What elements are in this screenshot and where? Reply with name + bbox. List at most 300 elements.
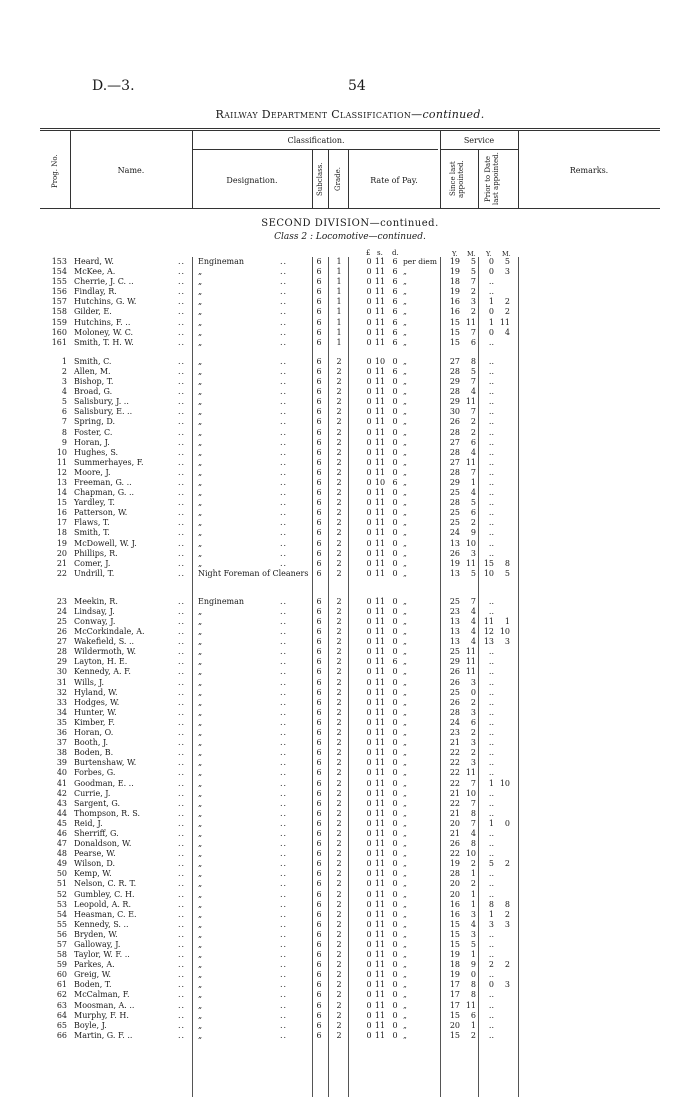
pay-pence: 0 [392, 879, 398, 889]
service-since-months: 7 [470, 467, 476, 477]
prog-no: 10 [56, 447, 67, 457]
pay-shillings: 11 [374, 980, 386, 990]
pay-pence: 6 [392, 267, 398, 277]
table-row [0, 417, 700, 427]
service-prior-years: .. [488, 277, 494, 287]
leader-dots: .. [178, 657, 186, 667]
pay-period: „ [403, 606, 407, 616]
pay-shillings: 11 [374, 899, 386, 909]
prog-no: 64 [56, 1010, 67, 1020]
designation: „ [198, 606, 203, 616]
service-prior-years: .. [488, 508, 494, 518]
service-prior-years: .. [488, 667, 494, 677]
designation: „ [198, 667, 203, 677]
grade: 2 [336, 1010, 342, 1020]
pay-pounds: 0 [366, 397, 372, 407]
grade: 2 [336, 558, 342, 568]
service-prior-years: .. [488, 397, 494, 407]
designation: „ [198, 788, 203, 798]
employee-name: Smith, T. [74, 528, 110, 538]
subclass: 6 [316, 1030, 322, 1040]
leader-dots: .. [280, 1010, 288, 1020]
grade: 2 [336, 1000, 342, 1010]
subclass: 6 [316, 768, 322, 778]
document-reference: D.—3. [92, 78, 135, 94]
pay-shillings: 11 [374, 508, 386, 518]
pay-shillings: 11 [374, 317, 386, 327]
table-row [0, 328, 700, 338]
service-since-months: 11 [465, 317, 476, 327]
leader-dots: .. [178, 387, 186, 397]
table-row [0, 569, 700, 588]
pay-pounds: 0 [366, 606, 372, 616]
pay-pounds: 0 [366, 277, 372, 287]
leader-dots: .. [280, 596, 288, 606]
service-since-months: 8 [470, 990, 476, 1000]
pay-pence: 6 [392, 477, 398, 487]
service-since-months: 2 [470, 307, 476, 317]
service-since-years: 19 [449, 859, 460, 869]
designation: „ [198, 627, 203, 637]
table-row [0, 377, 700, 387]
service-since-months: 11 [465, 667, 476, 677]
grade: 2 [336, 960, 342, 970]
service-prior-years: 15 [483, 558, 494, 568]
service-since-years: 27 [449, 457, 460, 467]
pay-pounds: 0 [366, 728, 372, 738]
pay-pounds: 0 [366, 1010, 372, 1020]
employee-name: Taylor, W. F. .. [74, 950, 130, 960]
prog-no: 3 [61, 377, 67, 387]
table-row [0, 950, 700, 960]
grade: 2 [336, 617, 342, 626]
service-since-months: 2 [470, 748, 476, 758]
grade: 2 [336, 738, 342, 748]
subclass: 6 [316, 940, 322, 949]
pay-period: „ [403, 798, 407, 808]
table-row [0, 318, 700, 328]
pay-pence: 0 [392, 919, 398, 929]
employee-name: Cherrie, J. C. .. [74, 277, 134, 287]
employee-name: Findlay, R. [74, 287, 117, 297]
designation: „ [198, 929, 203, 939]
pay-pounds: 0 [366, 940, 372, 949]
prog-no: 55 [56, 919, 67, 929]
pay-pounds: 0 [366, 647, 372, 657]
grade: 2 [336, 717, 342, 727]
service-prior-years: .. [488, 538, 494, 548]
table-row [0, 809, 700, 819]
pay-period: „ [403, 596, 407, 606]
designation: „ [198, 950, 203, 960]
service-prior-years: .. [488, 457, 494, 467]
pay-pence: 0 [392, 728, 398, 738]
table-row [0, 900, 700, 910]
title-main: Railway Department Classification [215, 108, 412, 121]
service-since-years: 25 [449, 596, 460, 606]
table-row [0, 990, 700, 1000]
designation: „ [198, 990, 203, 1000]
pay-shillings: 11 [374, 808, 386, 818]
pay-pence: 0 [392, 558, 398, 568]
subclass: 6 [316, 869, 322, 879]
pay-pounds: 0 [366, 528, 372, 538]
service-prior-years: 1 [488, 818, 494, 828]
employee-name: Spring, D. [74, 417, 116, 427]
subclass: 6 [316, 317, 322, 327]
leader-dots: .. [178, 417, 186, 427]
designation: „ [198, 297, 203, 307]
designation: „ [198, 960, 203, 970]
service-since-months: 9 [470, 528, 476, 538]
pay-pence: 0 [392, 859, 398, 869]
pay-shillings: 11 [374, 528, 386, 538]
service-since-years: 20 [449, 1020, 460, 1030]
leader-dots: .. [178, 808, 186, 818]
service-since-months: 2 [470, 518, 476, 528]
pay-shillings: 11 [374, 277, 386, 287]
prog-no: 40 [56, 768, 67, 778]
header-rule-top [40, 128, 660, 129]
table-row [0, 478, 700, 488]
table-row [0, 1021, 700, 1031]
leader-dots: .. [178, 637, 186, 647]
employee-name: McCalman, F. [74, 990, 130, 1000]
service-since-years: 16 [449, 297, 460, 307]
pay-period: „ [403, 859, 407, 869]
pay-period: „ [403, 778, 407, 788]
employee-name: Moore, J. [74, 467, 111, 477]
pay-pence: 6 [392, 327, 398, 337]
leader-dots: .. [178, 687, 186, 697]
subclass: 6 [316, 437, 322, 447]
subclass: 6 [316, 697, 322, 707]
service-since-years: 29 [449, 477, 460, 487]
leader-dots: .. [280, 488, 288, 498]
pay-pounds: 0 [366, 267, 372, 277]
grade: 2 [336, 808, 342, 818]
designation: „ [198, 417, 203, 427]
leader-dots: .. [178, 849, 186, 859]
service-prior-years: .. [488, 1030, 494, 1040]
subclass: 6 [316, 447, 322, 457]
service-prior-years: .. [488, 1020, 494, 1030]
pay-pounds: 0 [366, 366, 372, 376]
employee-name: Salisbury, E. .. [74, 407, 133, 417]
prog-no: 39 [56, 758, 67, 768]
employee-name: Kennedy, S. .. [74, 919, 129, 929]
leader-dots: .. [178, 297, 186, 307]
unit-months-since: M. [467, 250, 476, 258]
leader-dots: .. [178, 717, 186, 727]
grade: 2 [336, 889, 342, 899]
pay-shillings: 11 [374, 849, 386, 859]
subclass: 6 [316, 828, 322, 838]
service-prior-months: 10 [499, 778, 510, 788]
pay-period: „ [403, 407, 407, 417]
leader-dots: .. [280, 528, 288, 538]
grade: 2 [336, 538, 342, 548]
leader-dots: .. [280, 637, 288, 647]
unit-pound: £ [366, 249, 371, 257]
subclass: 6 [316, 558, 322, 568]
service-since-months: 11 [465, 457, 476, 467]
designation: „ [198, 407, 203, 417]
leader-dots: .. [280, 548, 288, 558]
grade: 2 [336, 377, 342, 387]
pay-period: „ [403, 1010, 407, 1020]
service-prior-years: 13 [483, 637, 494, 647]
service-since-years: 27 [449, 356, 460, 366]
service-since-months: 11 [465, 558, 476, 568]
service-since-years: 13 [449, 538, 460, 548]
pay-shillings: 10 [374, 477, 386, 487]
pay-pounds: 0 [366, 457, 372, 467]
pay-period: „ [403, 528, 407, 538]
grade: 2 [336, 940, 342, 949]
service-prior-years: .. [488, 697, 494, 707]
grade: 1 [336, 257, 342, 266]
leader-dots: .. [280, 317, 288, 327]
subclass: 6 [316, 980, 322, 990]
designation: „ [198, 647, 203, 657]
prog-no: 44 [56, 808, 67, 818]
leader-dots: .. [280, 657, 288, 667]
table-row [0, 257, 700, 267]
leader-dots: .. [178, 798, 186, 808]
employee-name: Parkes, A. [74, 960, 115, 970]
leader-dots: .. [178, 879, 186, 889]
table-row [0, 627, 700, 637]
pay-pounds: 0 [366, 990, 372, 1000]
pay-shillings: 11 [374, 778, 386, 788]
pay-period: „ [403, 677, 407, 687]
pay-pence: 0 [392, 538, 398, 548]
leader-dots: .. [280, 677, 288, 687]
pay-period: „ [403, 387, 407, 397]
table-row [0, 789, 700, 799]
employee-name: Leopold, A. R. [74, 899, 131, 909]
designation: „ [198, 899, 203, 909]
service-since-years: 16 [449, 909, 460, 919]
pay-period: „ [403, 397, 407, 407]
pay-pence: 0 [392, 778, 398, 788]
prog-no: 28 [56, 647, 67, 657]
leader-dots: .. [280, 940, 288, 949]
pay-period: „ [403, 707, 407, 717]
service-prior-years: .. [488, 728, 494, 738]
service-since-months: 5 [470, 498, 476, 508]
pay-pounds: 0 [366, 869, 372, 879]
service-since-months: 4 [470, 828, 476, 838]
prog-no: 60 [56, 970, 67, 980]
prog-no: 160 [51, 327, 67, 337]
pay-period: „ [403, 940, 407, 949]
employee-name: Phillips, R. [74, 548, 118, 558]
leader-dots: .. [280, 467, 288, 477]
col-rate-of-pay: Rate of Pay. [370, 176, 418, 185]
leader-dots: .. [178, 909, 186, 919]
leader-dots: .. [178, 839, 186, 849]
grade: 2 [336, 647, 342, 657]
leader-dots: .. [178, 950, 186, 960]
service-since-years: 22 [449, 758, 460, 768]
grade: 2 [336, 899, 342, 909]
subclass: 6 [316, 488, 322, 498]
service-since-years: 20 [449, 889, 460, 899]
leader-dots: .. [178, 377, 186, 387]
pay-pence: 0 [392, 849, 398, 859]
service-since-months: 7 [470, 818, 476, 828]
pay-pounds: 0 [366, 889, 372, 899]
designation: „ [198, 366, 203, 376]
service-since-months: 2 [470, 417, 476, 427]
pay-pounds: 0 [366, 980, 372, 990]
employee-name: Bryden, W. [74, 929, 118, 939]
leader-dots: .. [280, 337, 288, 347]
pay-pence: 6 [392, 366, 398, 376]
table-row [0, 597, 700, 607]
pay-period: „ [403, 849, 407, 859]
leader-dots: .. [280, 768, 288, 778]
pay-pence: 0 [392, 808, 398, 818]
pay-pounds: 0 [366, 960, 372, 970]
pay-pounds: 0 [366, 356, 372, 366]
prog-no: 41 [56, 778, 67, 788]
prog-no: 52 [56, 889, 67, 899]
service-since-years: 26 [449, 697, 460, 707]
employee-name: Wills, J. [74, 677, 105, 687]
leader-dots: .. [280, 687, 288, 697]
leader-dots: .. [280, 859, 288, 869]
employee-name: Smith, T. H. W. [74, 337, 134, 347]
grade: 2 [336, 518, 342, 528]
table-row [0, 407, 700, 417]
pay-period: „ [403, 1020, 407, 1030]
pay-pounds: 0 [366, 257, 372, 266]
pay-shillings: 11 [374, 377, 386, 387]
subclass: 6 [316, 818, 322, 828]
table-row [0, 528, 700, 538]
designation: „ [198, 356, 203, 366]
leader-dots: .. [280, 407, 288, 417]
service-since-months: 9 [470, 960, 476, 970]
pay-pounds: 0 [366, 548, 372, 558]
pay-pounds: 0 [366, 417, 372, 427]
pay-shillings: 11 [374, 337, 386, 347]
service-since-years: 20 [449, 818, 460, 828]
pay-pence: 6 [392, 307, 398, 317]
division-heading: SECOND DIVISION—continued. [261, 218, 439, 229]
designation: „ [198, 889, 203, 899]
pay-shillings: 11 [374, 990, 386, 1000]
pay-period: „ [403, 929, 407, 939]
employee-name: Smith, C. [74, 356, 112, 366]
subclass: 6 [316, 407, 322, 417]
designation: „ [198, 1000, 203, 1010]
group-spacer [0, 588, 700, 597]
table-row [0, 387, 700, 397]
leader-dots: .. [178, 397, 186, 407]
employee-name: Wildermoth, W. [74, 647, 137, 657]
pay-period: „ [403, 317, 407, 327]
leader-dots: .. [280, 738, 288, 748]
pay-pounds: 0 [366, 919, 372, 929]
pay-shillings: 11 [374, 457, 386, 467]
service-prior-years: 1 [488, 909, 494, 919]
grade: 1 [336, 297, 342, 307]
table-row [0, 559, 700, 569]
pay-pence: 0 [392, 606, 398, 616]
designation: „ [198, 869, 203, 879]
leader-dots: .. [178, 287, 186, 297]
leader-dots: .. [178, 606, 186, 616]
pay-pence: 0 [392, 1010, 398, 1020]
leader-dots: .. [178, 1000, 186, 1010]
pay-period: „ [403, 909, 407, 919]
prog-no: 33 [56, 697, 67, 707]
leader-dots: .. [178, 1010, 186, 1020]
col-remarks: Remarks. [569, 166, 609, 175]
pay-shillings: 11 [374, 728, 386, 738]
pay-shillings: 11 [374, 667, 386, 677]
service-since-years: 22 [449, 798, 460, 808]
service-since-months: 11 [465, 657, 476, 667]
service-since-months: 3 [470, 738, 476, 748]
leader-dots: .. [178, 738, 186, 748]
service-prior-years: 3 [488, 919, 494, 929]
pay-period: „ [403, 738, 407, 748]
pay-pounds: 0 [366, 738, 372, 748]
designation: „ [198, 808, 203, 818]
designation: „ [198, 477, 203, 487]
service-since-months: 6 [470, 337, 476, 347]
employee-name: Burtenshaw, W. [74, 758, 137, 768]
pay-pounds: 0 [366, 677, 372, 687]
grade: 2 [336, 548, 342, 558]
subclass: 6 [316, 1020, 322, 1030]
pay-shillings: 11 [374, 447, 386, 457]
designation: „ [198, 818, 203, 828]
designation: „ [198, 839, 203, 849]
subclass: 6 [316, 990, 322, 1000]
designation: „ [198, 617, 203, 626]
designation: „ [198, 267, 203, 277]
pay-shillings: 11 [374, 657, 386, 667]
leader-dots: .. [178, 498, 186, 508]
service-since-years: 30 [449, 407, 460, 417]
employee-name: McDowell, W. J. [74, 538, 137, 548]
pay-shillings: 11 [374, 818, 386, 828]
grade: 2 [336, 606, 342, 616]
designation: „ [198, 1030, 203, 1040]
prog-no: 49 [56, 859, 67, 869]
table-row [0, 859, 700, 869]
subclass: 6 [316, 417, 322, 427]
service-prior-years: .. [488, 889, 494, 899]
leader-dots: .. [280, 427, 288, 437]
service-prior-years: .. [488, 940, 494, 949]
grade: 2 [336, 919, 342, 929]
designation: „ [198, 717, 203, 727]
designation: „ [198, 707, 203, 717]
pay-period: „ [403, 647, 407, 657]
leader-dots: .. [280, 257, 288, 266]
pay-pounds: 0 [366, 617, 372, 626]
pay-pounds: 0 [366, 849, 372, 859]
service-since-years: 22 [449, 748, 460, 758]
service-prior-years: 12 [483, 627, 494, 637]
